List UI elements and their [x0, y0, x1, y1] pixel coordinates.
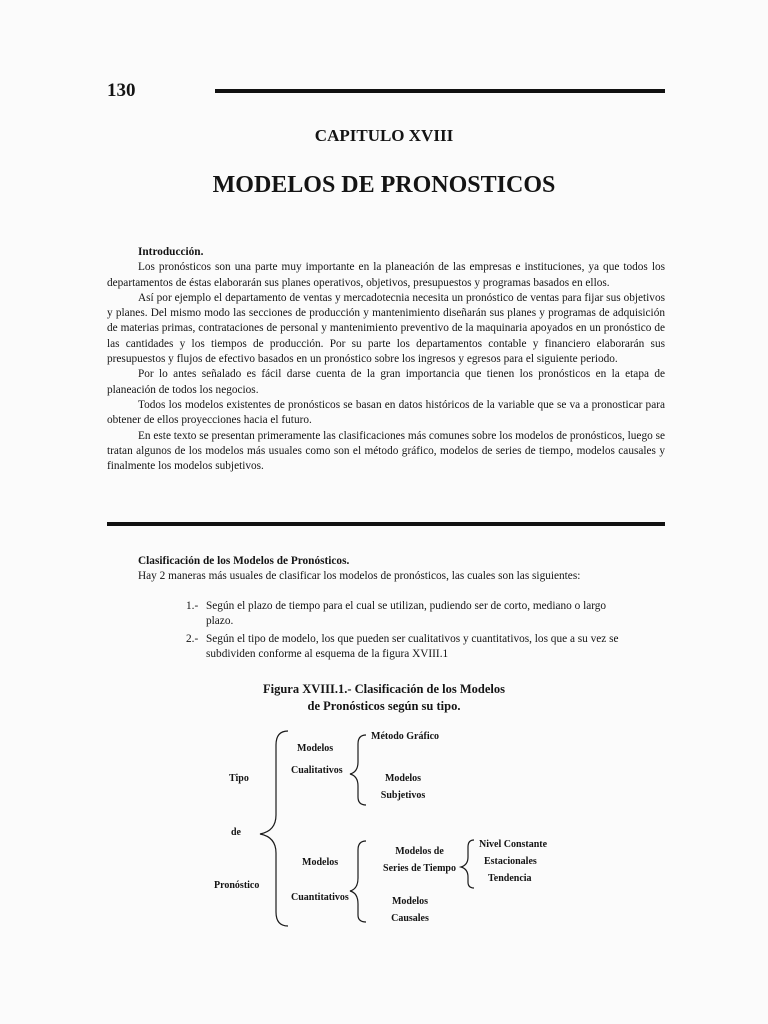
time-series-label: Modelos de Series de Tiempo [383, 846, 456, 874]
chapter-heading: CAPITULO XVIII [314, 126, 454, 145]
root-label-de: de [231, 827, 241, 838]
constant-level-label: Nivel Constante [479, 839, 548, 850]
subjective-models-label: Modelos Subjetivos [380, 773, 426, 801]
brace-root [260, 731, 288, 926]
root-label-pronostico: Pronóstico [214, 880, 260, 891]
page-number: 130 [107, 80, 136, 101]
classification-lead: Hay 2 maneras más usuales de clasificar los modelos de pronósticos, las cuales son las siguientes: [138, 570, 581, 583]
brace-quantitative [350, 841, 366, 922]
qualitative-label: Modelos [297, 743, 334, 754]
seasonal-label: Estacionales [484, 856, 537, 867]
method-graphic-label: Método Gráfico [371, 731, 440, 742]
intro-paragraph: Los pronósticos son una parte muy importante en la planeación de las empresas e instituciones, ya que todos los departamentos de éstas elaborarán sus planes operativos, objetivos, presupuestos y programas basados en ellos. [107, 261, 665, 289]
intro-paragraph: Todos los modelos existentes de pronósticos se basan en datos históricos de la variable que se va a pronosticar para obtener de ellos proyecciones hacia el futuro. [107, 398, 665, 427]
page-title: MODELOS DE PRONOSTICOS [212, 172, 556, 198]
intro-heading: Introducción. [138, 246, 204, 258]
classification-heading: Clasificación de los Modelos de Pronósticos. [138, 555, 350, 567]
trend-label: Tendencia [488, 873, 532, 884]
intro-paragraph: Así por ejemplo el departamento de ventas y mercadotecnia necesita un pronóstico de ventas para fijar sus objetivos y planes. Del mismo modo las secciones de producción y mantenimiento diseñarán sus planes y programas de adquisición de materias primas, contrataciones de personal y mantenimiento preventivo de la maquinaria apoyados en un pronóstico de las cantidades y los tiempos de producción. Por su parte los departamentos contable y financiero elaborarán sus presupuestos y flujos de efectivo basados en un pronóstico sobre los ingresos y egresos para el siguiente periodo. [107, 291, 665, 366]
root-label-tipo: Tipo [229, 773, 249, 784]
quantitative-label: Cuantitativos [291, 892, 349, 903]
quantitative-label: Modelos [302, 857, 339, 868]
list-item: 1.- Según el plazo de tiempo para el cual se utilizan, pudiendo ser de corto, mediano o largo plazo. [186, 600, 607, 628]
figure-title: Figura XVIII.1.- Clasificación de los Modelos de Pronósticos según su tipo. [262, 682, 505, 713]
qualitative-label: Cualitativos [291, 765, 343, 776]
brace-series [461, 840, 474, 888]
list-item: 2.- Según el tipo de modelo, los que pueden ser cualitativos y cuantitativos, los que a su vez se subdividen conforme al esquema de la figura XVIII.1 [186, 632, 619, 660]
intro-paragraph: Por lo antes señalado es fácil darse cuenta de la gran importancia que tienen los pronósticos en la etapa de planeación de todos los negocios. [107, 368, 665, 396]
intro-paragraph: En este texto se presentan primeramente las clasificaciones más comunes sobre los modelos de pronósticos, luego se tratan algunos de los modelos más usuales como son el método gráfico, modelos de series de tiempo, modelos causales y finalmente los modelos subjetivos. [107, 429, 665, 473]
causal-models-label: Modelos Causales [391, 896, 429, 924]
brace-qualitative [350, 735, 366, 805]
